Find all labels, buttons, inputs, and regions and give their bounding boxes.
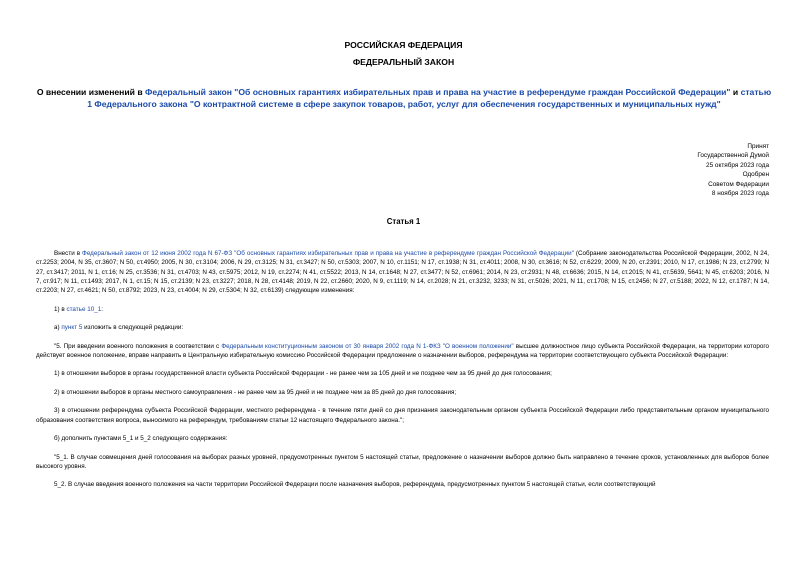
adopted-label: Принят [747,143,769,150]
p4-text: "5. При введении военного положения в соответствии с [54,342,222,350]
p1-text: Внести в [54,250,83,257]
approved-label: Одобрен [742,171,769,179]
country-heading: РОССИЙСКАЯ ФЕДЕРАЦИЯ [344,40,463,50]
adopted-date: 25 октября 2023 года [706,161,769,169]
p2-tail: : [101,305,103,313]
p1-sources: (Собрание законодательства Российской Федерации, 2002, N 24, ст.2253; 2004, N 35, ст.3607; N 50, ст.4950; 2005, N 30, ст.3104; 2006, N 29, ст.3125; N 31, ст.3427; N 50, ст.5303; 2007, N 10, ст.1151; N 17, ст.1938; N 31, ст.4011; 2008, N 30, ст.3616; N 52, ст.6229; 2009, N 20, ст.2391; 2010, N 17, ст.1986; N 23, ст.2799; N 27, ст.3417; 2011, N 1, ст.16; N 25, ст.3536; N 31, ст.4703; N 43, ст.5975; 2012, N 19, ст.2274; N 41, ст.5522; 2013, N 14, ст.1648; N 27, ст.3477; N 52, ст.6961; 2014, N 23, ст.2931; N 48, ст.6636; 2015, N 14, ст.2015; N 41, ст.5639, 5641; N 45, ст.6203; 2016, N 7, ст.917; N 11, ст.1493; 2017, N 1, ст.15; N 15, ст.2139; N 23, ст.3227; 2018, N 28, ст.4148; 2019, N 22, ст.2660; 2020, N 9, ст.1119; N 14, ст.2028; N 21, ст.3232, 3233; N 31, ст.5026; 2021, N 11, ст.1708; N 15, ст.2456; N 27, ст.5188; 2022, N 12, ст.1787; N 14, ст.2203; N 27, ст.4621; N 50, ст.8792; 2023, N 23, ст.4004; N 29, ст.5304; N 32, ст.6139) следующие изменения: [36,250,770,295]
paragraph-point-5 [36,342,769,361]
adoption-block [569,142,769,198]
link-martial-law-fkz[interactable]: Федеральным конституционным законом от 30 января 2002 года N 1-ФКЗ "О военном положении" [221,342,514,350]
link-article-10-1[interactable]: статье 10_1 [66,305,102,313]
paragraph-item-b: б) дополнить пунктами 5_1 и 5_2 следующего содержания: [54,435,228,443]
title-link-44fz-article1[interactable]: статью 1 Федерального закона "О контрактной системе в сфере закупок товаров, работ, услуг для обеспечения государственных и муниципальных нужд" [87,87,772,109]
article-heading: Статья 1 [386,217,421,226]
law-type-heading: ФЕДЕРАЛЬНЫЙ ЗАКОН [352,57,455,67]
p2-text: 1) в [54,305,67,313]
p3-text: а) [54,324,62,332]
title-prefix: О внесении изменений в [36,87,145,97]
paragraph-item-1 [36,305,769,314]
approved-by: Советом Федерации [708,180,769,188]
p4-tail: высшее должностное лицо субъекта Российской Федерации, на территории которого действует военное положение, вправе направить в Центральную избирательную комиссию Российской Федерации предложение о назначении выборов, референдума на территории соответствующего субъекта Российской Федерации: [36,342,770,359]
paragraph-item-a [36,323,769,332]
title-middle: и [730,87,741,97]
article-body [36,249,769,499]
paragraph-point-5-1: "5_1. В случае совмещения дней голосования на выборах разных уровней, предусмотренных пунктом 5 настоящей статьи, предложение о назначении выборов должно быть направлено в течение сроков, установленных для выборов более высокого уровня. [36,453,769,470]
law-title [36,86,772,110]
link-point-5[interactable]: пункт 5 [61,324,83,332]
adopted-by: Государственной Думой [697,152,769,160]
p3-tail: изложить в следующей редакции: [82,324,184,332]
paragraph-subpoint-2: 2) в отношении выборов в органы местного самоуправления - не ранее чем за 95 дней и не позднее чем за 85 дней до дня голосования; [54,388,457,396]
link-law-67fz[interactable]: Федеральный закон от 12 июня 2002 года N 67-ФЗ "Об основных гарантиях избирательных прав и права на участие в референдуме граждан Российской Федерации" [82,250,574,257]
paragraph-subpoint-3: 3) в отношении референдума субъекта Российской Федерации, местного референдума - в течение пяти дней со дня признания законодательным органом субъекта Российской Федерации либо представительным органом муниципального образования соответствия вопроса, выносимого на референдум, требованиям статьи 12 настоящего Федерального закона."; [36,407,769,424]
paragraph-intro [36,249,769,295]
approved-date: 8 ноября 2023 года [711,190,769,198]
title-link-law-67fz[interactable]: Федеральный закон "Об основных гарантиях избирательных прав и права на участие в референдуме граждан Российской Федерации" [145,87,731,97]
paragraph-point-5-2: 5_2. В случае введения военного положения на части территории Российской Федерации после назначения выборов, референдума, предусмотренных пунктом 5 настоящей статьи, если соответствующий [54,481,656,489]
paragraph-subpoint-1: 1) в отношении выборов в органы государственной власти субъекта Российской Федерации - не ранее чем за 105 дней и не позднее чем за 95 дней до дня голосования; [54,370,552,378]
